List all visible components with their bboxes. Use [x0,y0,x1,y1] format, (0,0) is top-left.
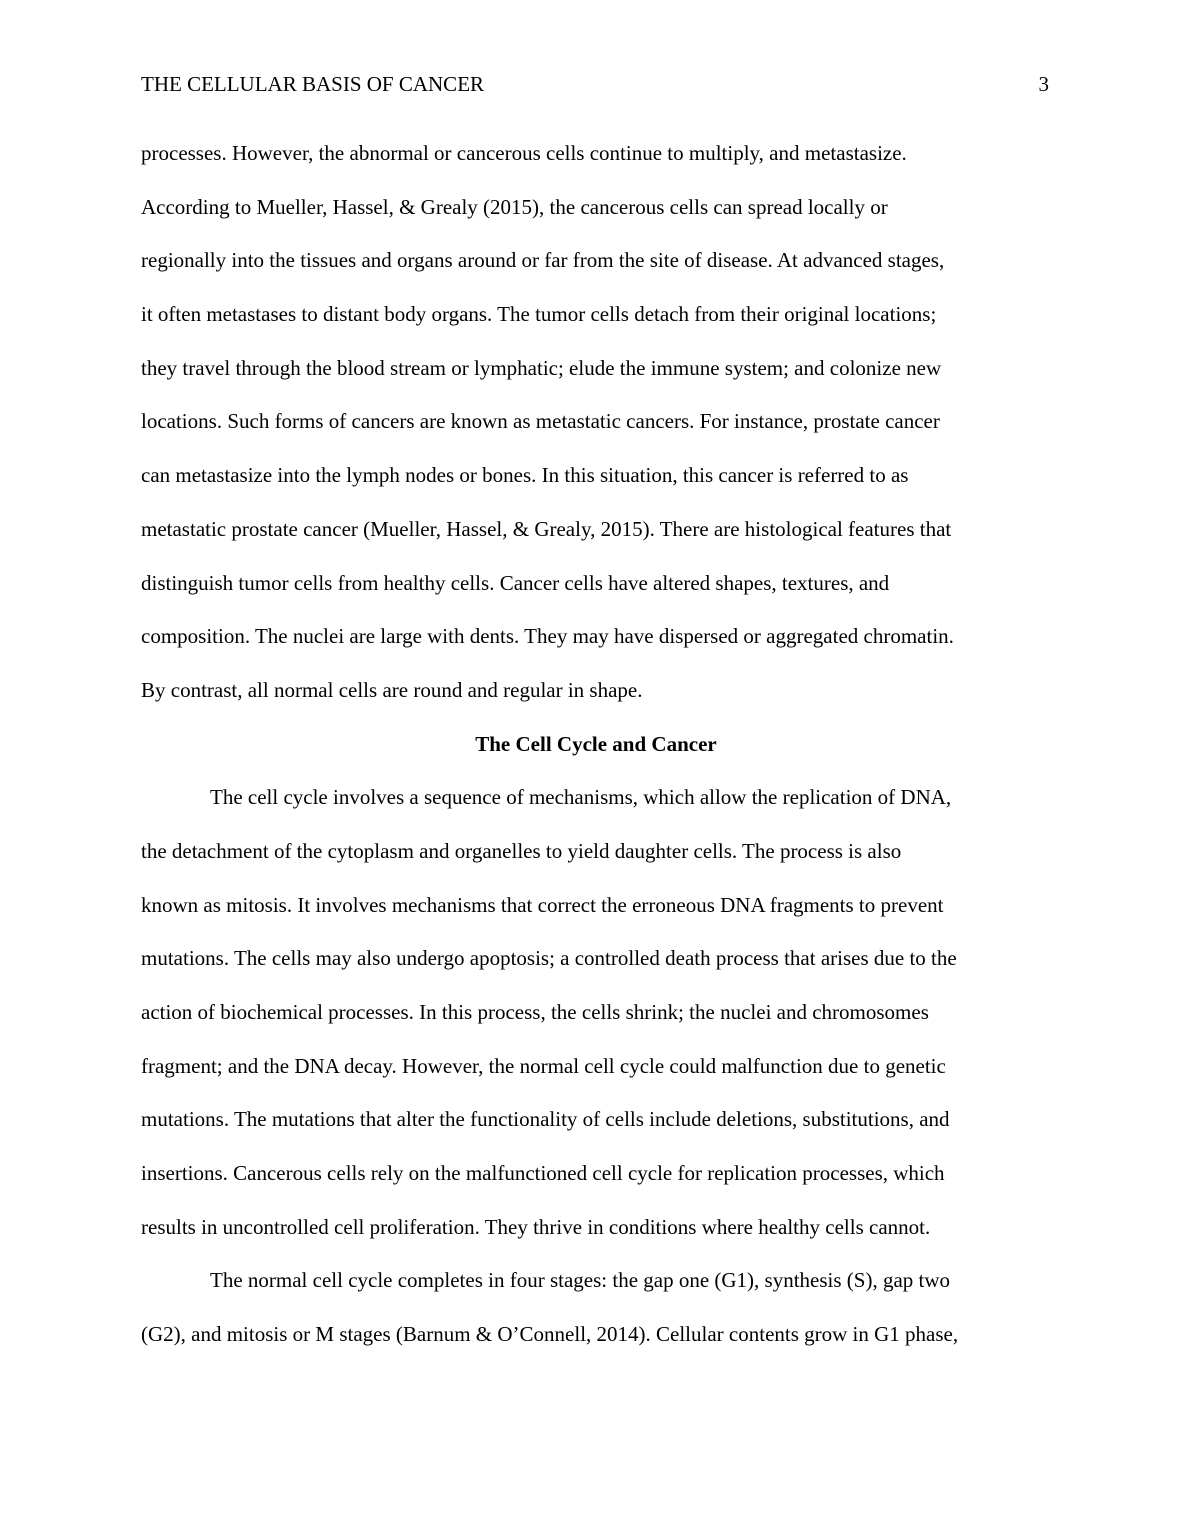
body-line: known as mitosis. It involves mechanisms that correct the erroneous DNA fragments to prevent [141,892,944,917]
body-line: regionally into the tissues and organs around or far from the site of disease. At advanced stages, [141,248,945,273]
body-line: fragment; and the DNA decay. However, the normal cell cycle could malfunction due to genetic [141,1053,946,1078]
page-number: 3 [1038,72,1049,96]
body-line: the detachment of the cytoplasm and organelles to yield daughter cells. The process is also [141,838,902,863]
body-line: locations. Such forms of cancers are known as metastatic cancers. For instance, prostate cancer [141,409,940,434]
body-line: they travel through the blood stream or lymphatic; elude the immune system; and colonize new [141,355,942,380]
body-line: can metastasize into the lymph nodes or bones. In this situation, this cancer is referred to as [141,463,909,488]
body-line: composition. The nuclei are large with dents. They may have dispersed or aggregated chromatin. [141,624,954,649]
body-line: it often metastases to distant body organs. The tumor cells detach from their original locations; [141,302,937,327]
body-line: The normal cell cycle completes in four stages: the gap one (G1), synthesis (S), gap two [210,1268,951,1293]
document-body [141,127,1051,1362]
body-line: mutations. The cells may also undergo apoptosis; a controlled death process that arises due to the [141,946,957,971]
body-line: metastatic prostate cancer (Mueller, Hassel, & Grealy, 2015). There are histological features that [141,516,952,541]
body-line: insertions. Cancerous cells rely on the malfunctioned cell cycle for replication processes, which [141,1161,945,1186]
section-heading: The Cell Cycle and Cancer [475,731,717,756]
body-line: action of biochemical processes. In this process, the cells shrink; the nuclei and chromosomes [141,1000,929,1024]
page-header [141,70,1051,98]
running-head: THE CELLULAR BASIS OF CANCER [141,72,485,96]
body-line: According to Mueller, Hassel, & Grealy (2015), the cancerous cells can spread locally or [141,194,888,219]
body-line: results in uncontrolled cell proliferation. They thrive in conditions where healthy cells cannot. [141,1214,931,1239]
body-line: processes. However, the abnormal or cancerous cells continue to multiply, and metastasize. [141,141,907,165]
body-line: (G2), and mitosis or M stages (Barnum & O’Connell, 2014). Cellular contents grow in G1 phase, [141,1322,959,1347]
body-line: By contrast, all normal cells are round and regular in shape. [141,677,643,702]
body-line: The cell cycle involves a sequence of mechanisms, which allow the replication of DNA, [210,785,952,810]
body-line: distinguish tumor cells from healthy cells. Cancer cells have altered shapes, textures, and [141,570,890,595]
body-line: mutations. The mutations that alter the functionality of cells include deletions, substitutions, and [141,1107,950,1132]
